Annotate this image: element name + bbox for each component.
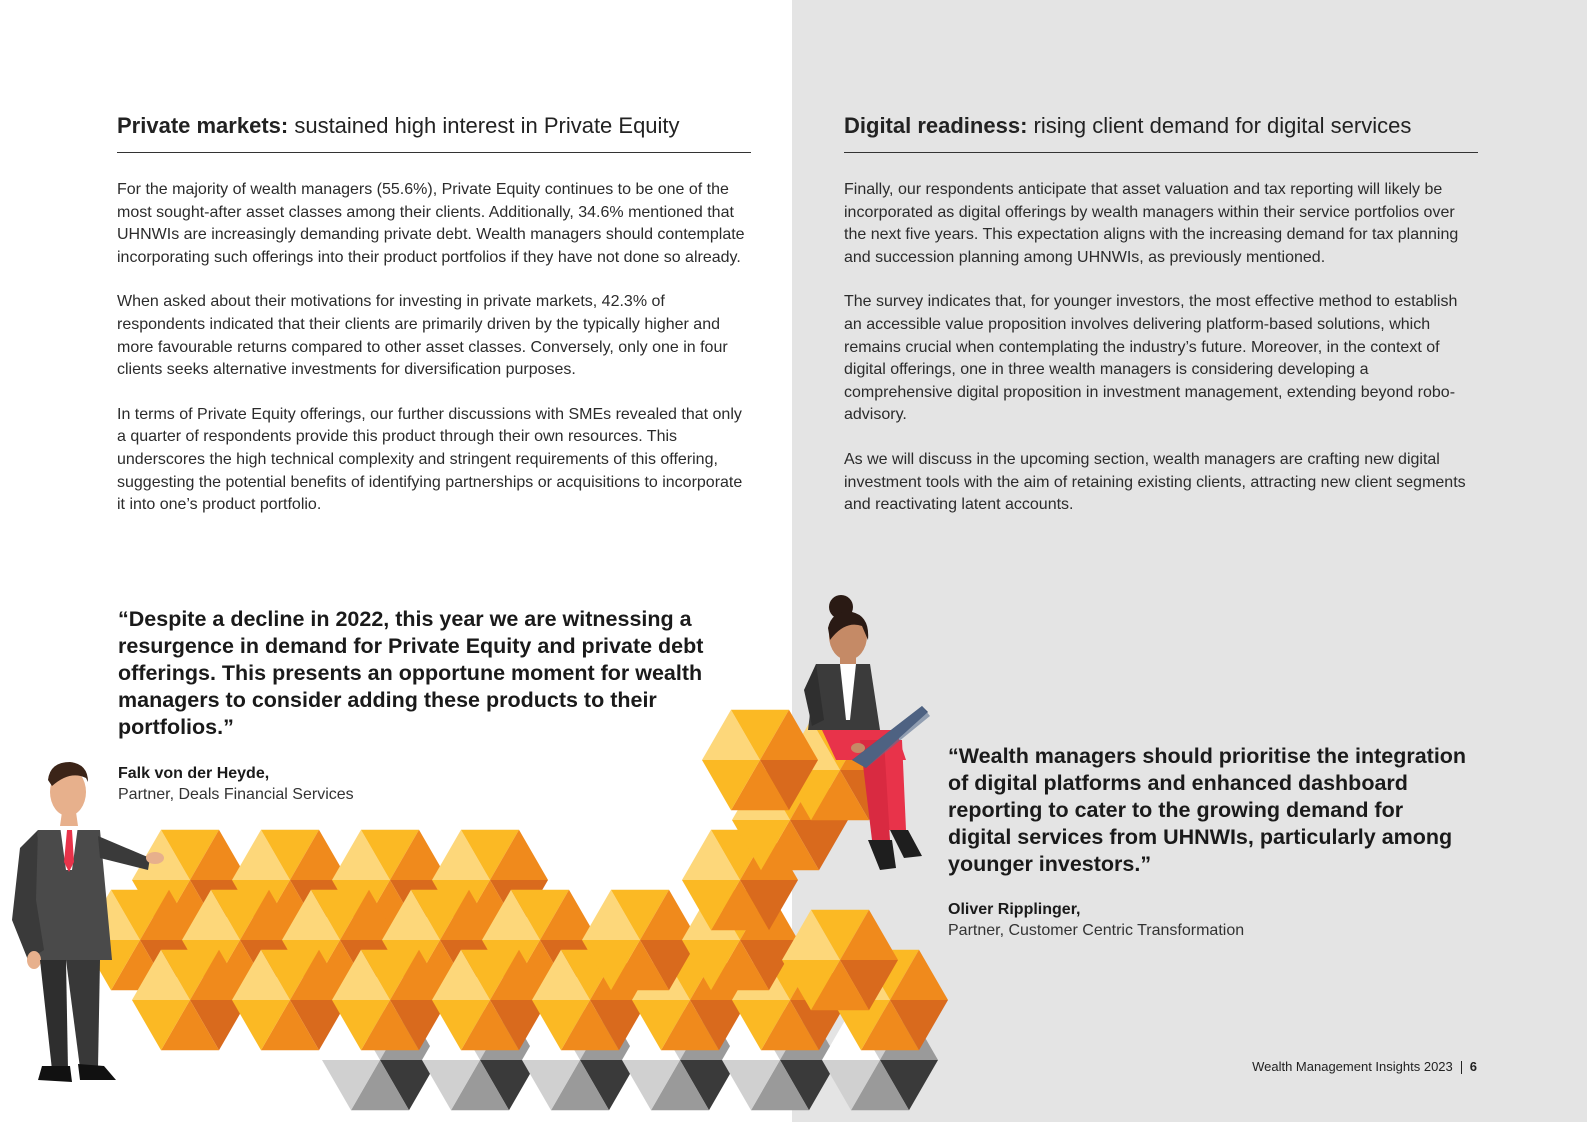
page-number: 6 bbox=[1469, 1059, 1477, 1074]
right-heading-bold: Digital readiness: bbox=[844, 113, 1028, 138]
left-quote-author-name: Falk von der Heyde, bbox=[118, 765, 270, 782]
right-paragraph-1: Finally, our respondents anticipate that asset valuation and tax reporting will likely be incorporated as digital offerings by wealth managers within their service portfolios over the next five years. This expectation aligns with the increasing demand for tax planning and succession planning among UHNWIs, as previously mentioned. bbox=[844, 181, 1459, 266]
footer-divider bbox=[1461, 1061, 1462, 1074]
left-heading-bold: Private markets: bbox=[117, 113, 289, 138]
left-heading-rest: sustained high interest in Private Equity bbox=[288, 113, 680, 138]
right-quote-author-role: Partner, Customer Centric Transformation bbox=[948, 922, 1245, 939]
right-quote-author-name: Oliver Ripplinger, bbox=[948, 901, 1081, 918]
left-heading bbox=[117, 112, 751, 153]
footer-title: Wealth Management Insights 2023 bbox=[1252, 1059, 1453, 1074]
left-quote-author-role: Partner, Deals Financial Services bbox=[118, 786, 354, 803]
right-pull-quote: “Wealth managers should prioritise the integration of digital platforms and enhanced dashboard reporting to cater to the growing demand for digital services from UHNWIs, particularly among younger investors.” bbox=[948, 744, 1467, 876]
right-body bbox=[844, 179, 1478, 517]
left-pull-quote: “Despite a decline in 2022, this year we are witnessing a resurgence in demand for Private Equity and private debt offerings. This presents an opportune moment for wealth managers to consider adding these products to their portfolios.” bbox=[118, 607, 704, 739]
page-footer bbox=[1252, 1059, 1477, 1074]
right-paragraph-3: As we will discuss in the upcoming section, wealth managers are crafting new digital investment tools with the aim of retaining existing clients, attracting new client segments and reactivating latent accounts. bbox=[844, 450, 1466, 514]
left-paragraph-1: For the majority of wealth managers (55.6%), Private Equity continues to be one of the most sought-after asset classes among their clients. Additionally, 34.6% mentioned that UHNWIs are increasingly demanding private debt. Wealth managers should contemplate incorporating such offerings into their product portfolios if they have not done so already. bbox=[117, 181, 745, 266]
right-column bbox=[844, 112, 1478, 539]
left-paragraph-3: In terms of Private Equity offerings, our further discussions with SMEs revealed that only a quarter of respondents provide this product through their own resources. This underscores the high technical complexity and stringent requirements of this offering, suggesting the potential benefits of identifying partnerships or acquisitions to incorporate it into one’s product portfolio. bbox=[117, 405, 743, 514]
left-body bbox=[117, 179, 751, 517]
right-heading-rest: rising client demand for digital services bbox=[1027, 113, 1412, 138]
right-heading bbox=[844, 112, 1478, 153]
left-paragraph-2: When asked about their motivations for investing in private markets, 42.3% of respondents indicated that their clients are primarily driven by the typically higher and more favourable returns compared to other asset classes. Conversely, only one in four clients seeks alternative investments for diversification purposes. bbox=[117, 293, 728, 379]
right-paragraph-2: The survey indicates that, for younger investors, the most effective method to establish an accessible value proposition involves delivering platform-based solutions, which remains crucial when contemplating the industry’s future. Moreover, in the context of digital offerings, one in three wealth managers is considering developing a comprehensive digital proposition in investment management, extending beyond robo-advisory. bbox=[844, 293, 1458, 424]
left-column bbox=[117, 112, 751, 539]
